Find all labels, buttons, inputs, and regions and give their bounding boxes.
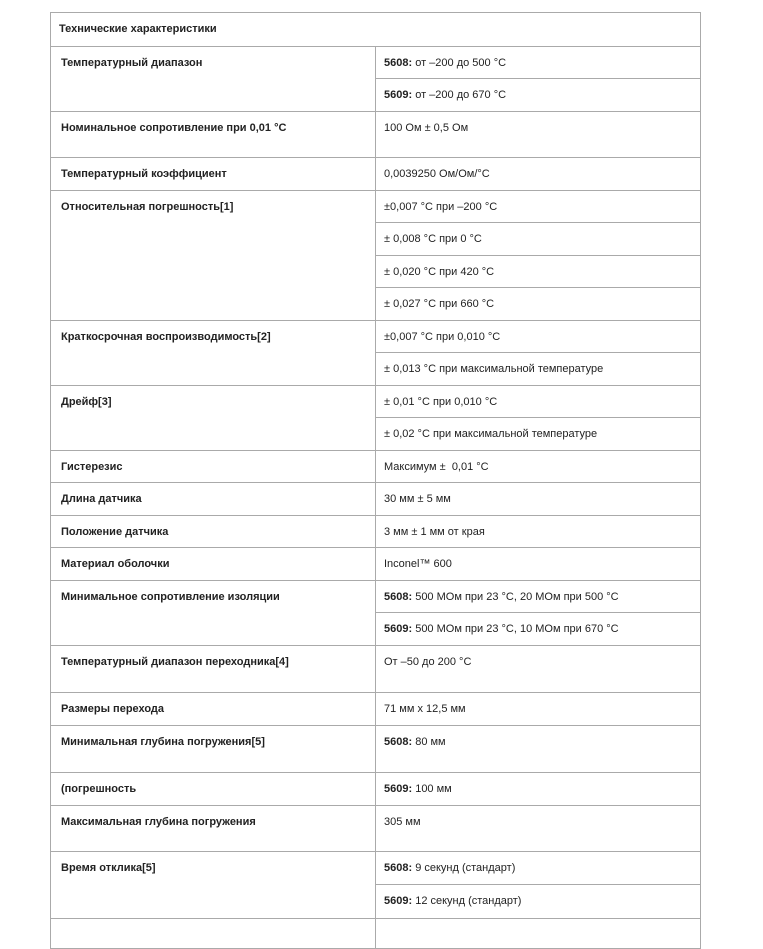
value-cell (376, 288, 701, 321)
value-text: 100 мм (412, 783, 452, 795)
row-label-sheath-material: Материал оболочки (51, 548, 376, 581)
value-cell (376, 806, 701, 852)
value-cell (376, 885, 701, 919)
row-label-max-immersion-depth: Максимальная глубина погружения (51, 806, 376, 852)
value-cell (376, 353, 701, 386)
value-text: Inconel™ 600 (384, 558, 452, 570)
row-label-min-immersion-depth: Минимальная глубина погружения[5] (51, 726, 376, 773)
value-text: ± 0,013 °C при максимальной температуре (384, 363, 604, 375)
row-label-drift: Дрейф[3] (51, 386, 376, 451)
value-text: Максимум ± 0,01 °C (384, 461, 489, 473)
value-cell (376, 256, 701, 288)
value-text: 71 мм x 12,5 мм (384, 703, 466, 715)
value-cell (376, 112, 701, 158)
value-cell (376, 483, 701, 516)
row-label-sensor-length: Длина датчика (51, 483, 376, 516)
row-label-sensor-position: Положение датчика (51, 516, 376, 548)
value-text: ± 0,008 °C при 0 °C (384, 233, 482, 245)
value-text: 500 МОм при 23 °C, 20 МОм при 500 °C (412, 591, 619, 603)
row-label-hysteresis: Гистерезис (51, 451, 376, 483)
specifications-table (50, 12, 701, 949)
value-cell (376, 79, 701, 112)
model-label: 5609: (384, 623, 413, 635)
row-label-adapter-dimensions: Размеры перехода (51, 693, 376, 726)
value-cell (376, 47, 701, 79)
value-cell (376, 548, 701, 581)
value-cell (376, 386, 701, 418)
value-cell (376, 919, 701, 949)
value-text: 80 мм (412, 736, 446, 748)
model-label: 5609: (384, 89, 413, 101)
value-text: 0,0039250 Ом/Ом/°C (384, 168, 490, 180)
value-text: 30 мм ± 5 мм (384, 493, 451, 505)
value-cell (376, 418, 701, 451)
model-label: 5608: (384, 57, 413, 69)
value-text: ± 0,01 °C при 0,010 °C (384, 396, 498, 408)
value-cell (376, 852, 701, 885)
value-text: от –200 до 670 °C (412, 89, 507, 101)
row-label-short-term-repeatability: Краткосрочная воспроизводимость[2] (51, 321, 376, 386)
value-text: 100 Ом ± 0,5 Ом (384, 122, 469, 134)
value-cell (376, 693, 701, 726)
value-text: ±0,007 °C при 0,010 °C (384, 331, 501, 343)
value-cell (376, 321, 701, 353)
row-label-next (51, 919, 376, 949)
value-text: 9 секунд (стандарт) (412, 862, 516, 874)
value-cell (376, 773, 701, 806)
row-label-adapter-temperature-range: Температурный диапазон переходника[4] (51, 646, 376, 693)
value-cell (376, 223, 701, 256)
row-label-nominal-resistance: Номинальное сопротивление при 0,01 °C (51, 112, 376, 158)
value-cell (376, 581, 701, 613)
value-text: ± 0,02 °C при максимальной температуре (384, 428, 598, 440)
model-label: 5609: (384, 895, 413, 907)
table-title: Технические характеристики (51, 13, 701, 47)
value-cell (376, 158, 701, 191)
row-label-temperature-range: Температурный диапазон (51, 47, 376, 112)
row-label-relative-accuracy: Относительная погрешность[1] (51, 191, 376, 321)
value-text: ± 0,027 °C при 660 °C (384, 298, 495, 310)
model-label: 5609: (384, 783, 413, 795)
value-text: от –200 до 500 °C (412, 57, 507, 69)
value-cell (376, 451, 701, 483)
row-label-accuracy-note: (погрешность (51, 773, 376, 806)
model-label: 5608: (384, 591, 413, 603)
value-cell (376, 646, 701, 693)
value-cell (376, 726, 701, 773)
row-label-response-time: Время отклика[5] (51, 852, 376, 919)
value-text: ±0,007 °C при –200 °C (384, 201, 498, 213)
value-text: От –50 до 200 °C (384, 656, 472, 668)
model-label: 5608: (384, 862, 413, 874)
row-label-temperature-coefficient: Температурный коэффициент (51, 158, 376, 191)
value-text: 305 мм (384, 816, 421, 828)
model-label: 5608: (384, 736, 413, 748)
value-cell (376, 613, 701, 646)
value-cell (376, 191, 701, 223)
value-text: 3 мм ± 1 мм от края (384, 526, 485, 538)
value-cell (376, 516, 701, 548)
value-text: ± 0,020 °C при 420 °C (384, 266, 495, 278)
value-text: 500 МОм при 23 °C, 10 МОм при 670 °C (412, 623, 619, 635)
value-text: 12 секунд (стандарт) (412, 895, 522, 907)
row-label-insulation-resistance: Минимальное сопротивление изоляции (51, 581, 376, 646)
